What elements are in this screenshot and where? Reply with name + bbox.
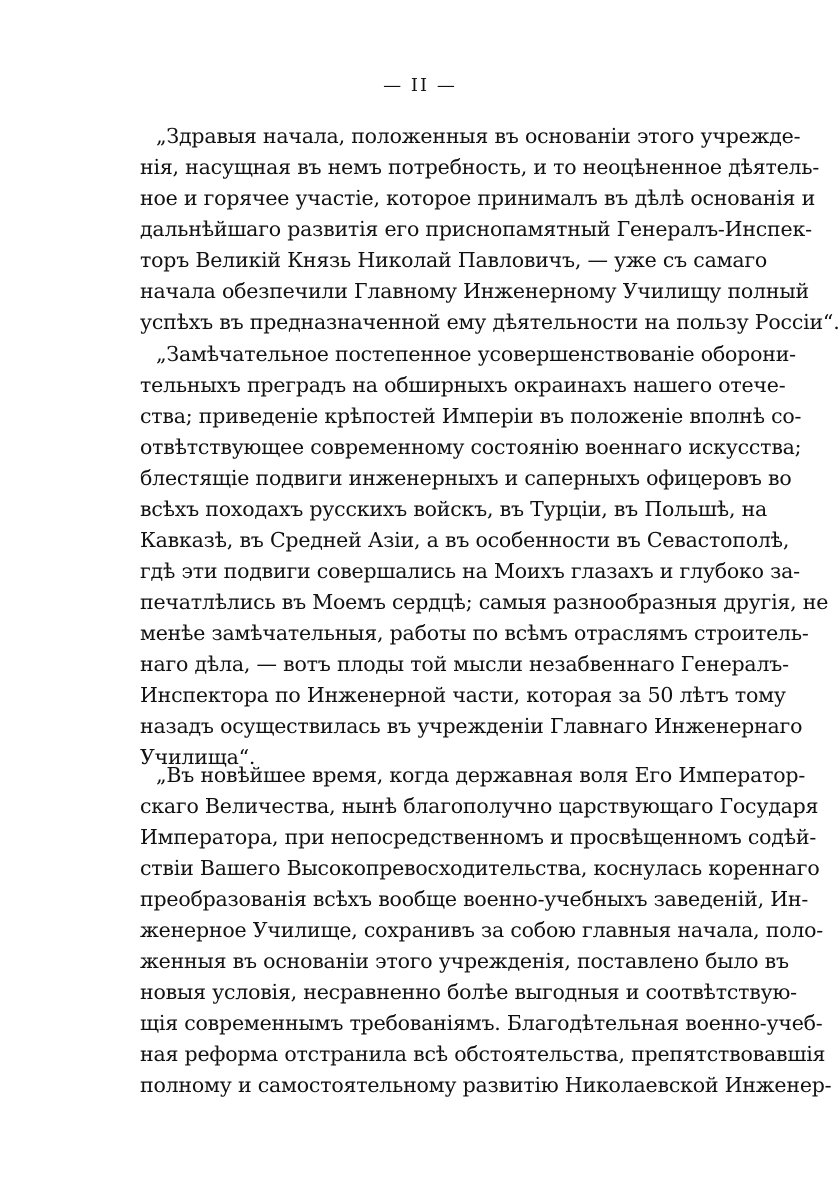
text-line: женныя въ основаніи этого учрежденія, поставлено было въ <box>140 949 789 973</box>
text-line: новыя условія, несравненно болѣе выгодныя и соотвѣтствую- <box>140 980 797 1004</box>
text-line: „Здравыя начала, положенныя въ основаніи этого учрежде- <box>156 124 801 148</box>
text-line: Инспектора по Инженерной части, которая за 50 лѣтъ тому <box>140 683 786 707</box>
text-line: успѣхъ въ предназначенной ему дѣятельности на пользу Россіи“. <box>140 310 840 334</box>
text-line: скаго Величества, нынѣ благополучно царствующаго Государя <box>140 794 819 818</box>
text-line: дальнѣйшаго развитія его приснопамятный Генералъ-Инспек- <box>140 217 812 241</box>
text-line: „Въ новѣйшее время, когда державная воля Его Император- <box>156 763 806 787</box>
text-line: отвѣтствующее современному состоянію военнаго искусства; <box>140 435 802 459</box>
text-line: нія, насущная въ немъ потребность, и то неоцѣненное дѣятель- <box>140 155 820 179</box>
text-line: менѣе замѣчательныя, работы по всѣмъ отраслямъ строитель- <box>140 621 809 645</box>
text-line: Кавказѣ, въ Средней Азіи, а въ особенности въ Севастополѣ, <box>140 528 790 552</box>
text-line: ная реформа отстранила всѣ обстоятельства, препятствовавшія <box>140 1042 826 1066</box>
text-line: печатлѣлись въ Моемъ сердцѣ; самыя разнообразныя другія, не <box>140 590 829 614</box>
text-line: гдѣ эти подвиги совершались на Моихъ глазахъ и глубоко за- <box>140 559 800 583</box>
paragraph-2 <box>140 339 829 773</box>
text-line: Императора, при непосредственномъ и просвѣщенномъ содѣй- <box>140 825 817 849</box>
paragraph-3 <box>140 760 832 1101</box>
text-line: начала обезпечили Главному Инженерному Училищу полный <box>140 279 809 303</box>
paragraph-1 <box>140 121 840 338</box>
text-line: Училища“. <box>140 745 256 769</box>
text-line: тельныхъ преградъ на обширныхъ окраинахъ нашего отече- <box>140 373 786 397</box>
text-line: „Замѣчательное постепенное усовершенствованіе оборони- <box>156 342 796 366</box>
text-line: ное и горячее участіе, которое принималъ въ дѣлѣ основанія и <box>140 186 816 210</box>
text-line: женерное Училище, сохранивъ за собою главныя начала, поло- <box>140 918 824 942</box>
text-line: щія современнымъ требованіямъ. Благодѣтельная военно-учеб- <box>140 1011 823 1035</box>
page-number: — II — <box>383 75 457 96</box>
text-line: назадъ осуществилась въ учрежденіи Главнаго Инженернаго <box>140 714 803 738</box>
text-line: наго дѣла, — вотъ плоды той мысли незабвеннаго Генералъ- <box>140 652 789 676</box>
text-line: полному и самостоятельному развитію Николаевской Инженер- <box>140 1073 832 1097</box>
text-line: торъ Великій Князь Николай Павловичъ, — уже съ самаго <box>140 248 768 272</box>
text-line: преобразованія всѣхъ вообще военно-учебныхъ заведеній, Ин- <box>140 887 809 911</box>
text-line: блестящіе подвиги инженерныхъ и саперныхъ офицеровъ во <box>140 466 792 490</box>
text-line: всѣхъ походахъ русскихъ войскъ, въ Турціи, въ Польшѣ, на <box>140 497 768 521</box>
text-line: ства; приведеніе крѣпостей Имперіи въ положеніе вполнѣ со- <box>140 404 802 428</box>
text-line: ствіи Вашего Высокопревосходительства, коснулась кореннаго <box>140 856 820 880</box>
